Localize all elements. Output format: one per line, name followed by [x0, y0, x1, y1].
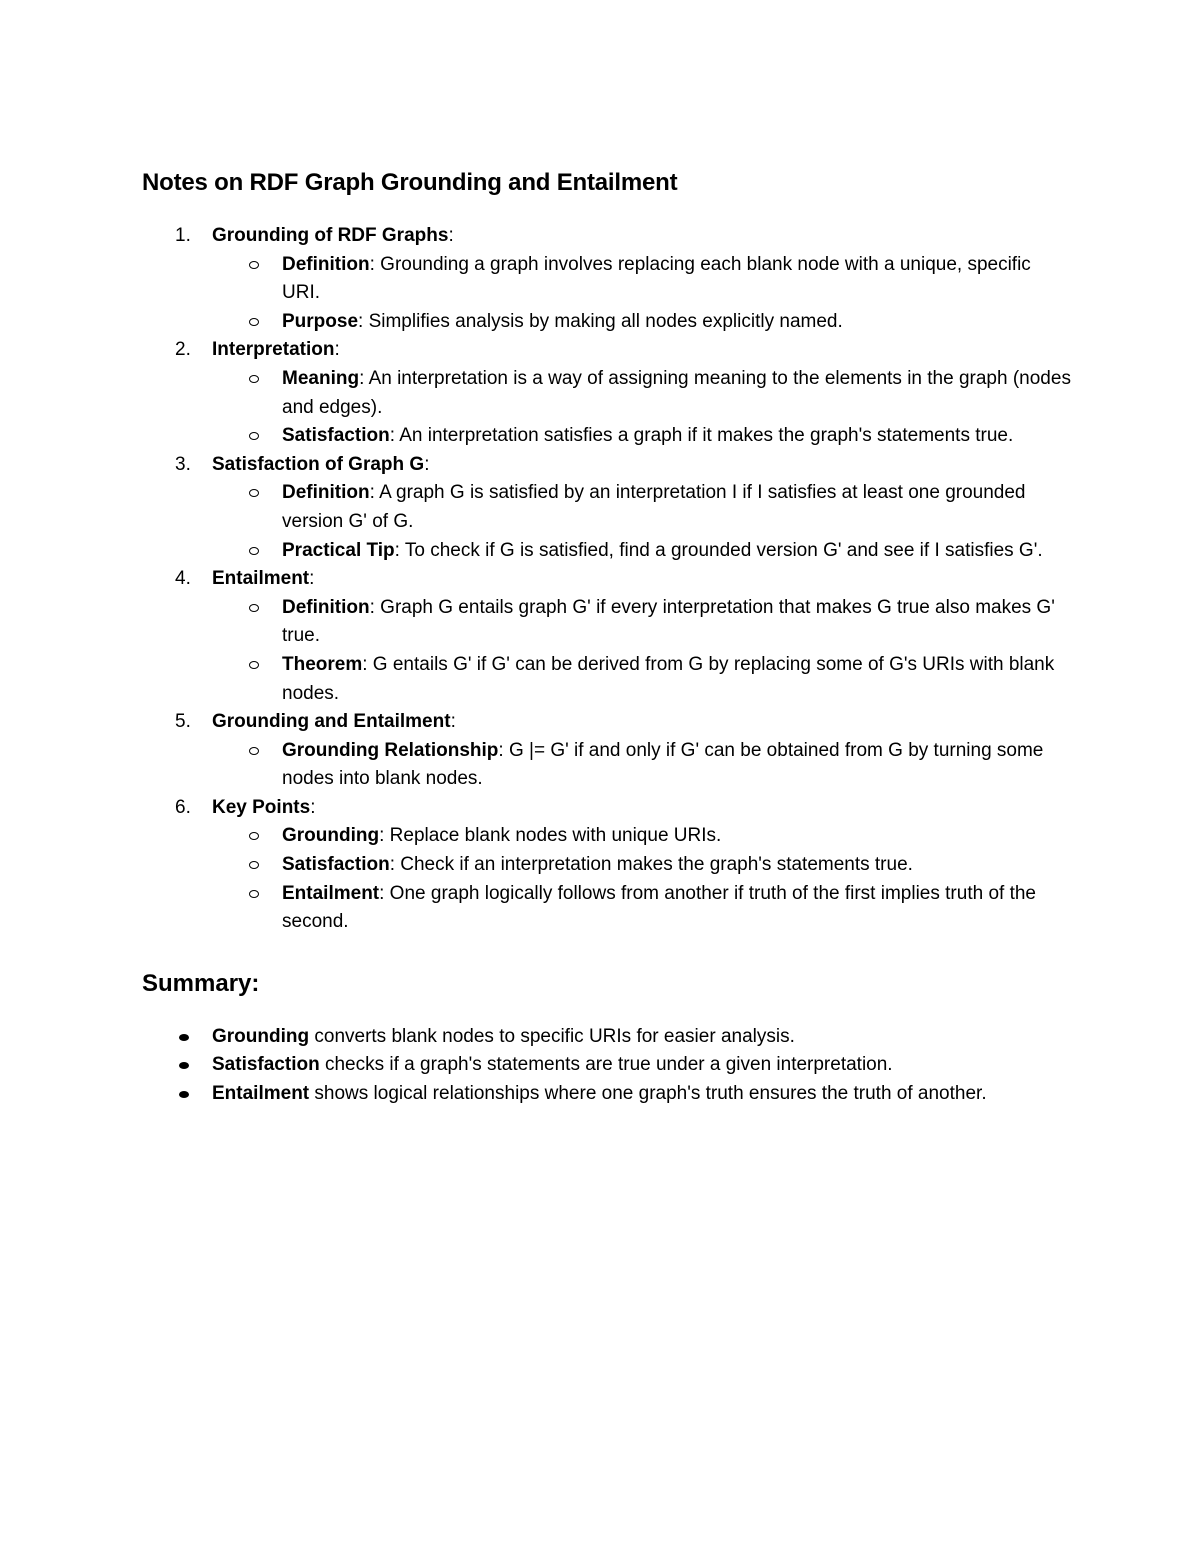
- point-text: : A graph G is satisfied by an interpretation I if I satisfies at least one grounded version G' of G.: [282, 482, 1026, 532]
- summary-item: [142, 1023, 1072, 1052]
- point-term: Grounding: [282, 825, 380, 847]
- point-term: Satisfaction: [282, 425, 390, 447]
- point-text: : Simplifies analysis by making all nodes explicitly named.: [358, 310, 843, 332]
- summary-term: Entailment: [212, 1083, 310, 1105]
- section-points: [212, 822, 1072, 936]
- point-term: Purpose: [282, 310, 359, 332]
- heading-colon: :: [424, 453, 430, 475]
- hollow-circle-bullet-icon: [249, 661, 259, 669]
- point-item: [212, 537, 1072, 566]
- point-term: Definition: [282, 253, 370, 275]
- section-item: [142, 451, 1072, 565]
- point-text: : Replace blank nodes with unique URIs.: [379, 825, 722, 847]
- hollow-circle-bullet-icon: [249, 604, 259, 612]
- point-text: : An interpretation is a way of assigning meaning to the elements in the graph (nodes and edges).: [282, 367, 1071, 418]
- summary-text: shows logical relationships where one graph's truth ensures the truth of another.: [309, 1083, 987, 1105]
- heading-colon: :: [310, 796, 316, 818]
- point-term: Definition: [282, 596, 370, 618]
- section-points: [212, 594, 1072, 708]
- document-page: [142, 166, 1072, 1109]
- summary-list: [142, 1023, 1072, 1109]
- section-number: 6.: [175, 796, 191, 818]
- section-number: 1.: [175, 225, 191, 246]
- point-item: [212, 479, 1072, 536]
- section-heading: Entailment: [212, 568, 310, 590]
- summary-term: Satisfaction: [212, 1054, 320, 1076]
- point-text: : To check if G is satisfied, find a grounded version G' and see if I satisfies G'.: [394, 539, 1043, 561]
- hollow-circle-bullet-icon: [249, 318, 259, 326]
- section-number: 2.: [175, 339, 191, 361]
- point-item: [212, 422, 1072, 451]
- filled-disc-bullet-icon: [179, 1091, 189, 1098]
- point-text: : Grounding a graph involves replacing each blank node with a unique, specific URI.: [282, 253, 1031, 304]
- section-heading: Key Points: [212, 796, 311, 818]
- heading-colon: :: [450, 711, 456, 733]
- hollow-circle-bullet-icon: [249, 375, 259, 383]
- section-item: [142, 222, 1072, 336]
- point-item: [212, 594, 1072, 651]
- summary-text: converts blank nodes to specific URIs for easier analysis.: [309, 1025, 795, 1047]
- summary-item: [142, 1080, 1072, 1109]
- section-number: 3.: [175, 453, 191, 475]
- section-item: [142, 336, 1072, 450]
- hollow-circle-bullet-icon: [249, 832, 259, 840]
- point-item: [212, 737, 1072, 794]
- point-term: Satisfaction: [282, 854, 390, 876]
- section-heading: Grounding of RDF Graphs: [212, 225, 449, 246]
- notes-list: [142, 222, 1072, 937]
- point-term: Practical Tip: [282, 539, 395, 561]
- point-item: [212, 308, 1072, 337]
- section-item: [142, 708, 1072, 794]
- point-term: Theorem: [282, 653, 363, 675]
- section-points: [212, 737, 1072, 794]
- filled-disc-bullet-icon: [179, 1034, 189, 1041]
- point-text: : G |= G' if and only if G' can be obtained from G by turning some nodes into blank nodes.: [282, 739, 1044, 790]
- hollow-circle-bullet-icon: [249, 489, 259, 497]
- summary-item: [142, 1051, 1072, 1080]
- heading-colon: :: [334, 339, 340, 361]
- point-item: [212, 880, 1072, 937]
- summary-heading: Summary:: [142, 969, 260, 997]
- point-term: Meaning: [282, 367, 360, 389]
- heading-colon: :: [448, 225, 454, 246]
- point-text: : An interpretation satisfies a graph if it makes the graph's statements true.: [389, 425, 1014, 447]
- point-item: [212, 651, 1072, 708]
- point-text: : Graph G entails graph G' if every interpretation that makes G true also makes G' true.: [282, 596, 1055, 647]
- point-text: : Check if an interpretation makes the graph's statements true.: [389, 854, 913, 876]
- section-number: 5.: [175, 711, 191, 733]
- filled-disc-bullet-icon: [179, 1062, 189, 1069]
- section-points: [212, 251, 1072, 337]
- point-item: [212, 851, 1072, 880]
- section-item: [142, 565, 1072, 708]
- point-item: [212, 822, 1072, 851]
- section-number: 4.: [175, 568, 191, 590]
- point-term: Definition: [282, 482, 370, 504]
- hollow-circle-bullet-icon: [249, 890, 259, 898]
- heading-colon: :: [309, 568, 315, 590]
- section-item: [142, 794, 1072, 937]
- point-term: Grounding Relationship: [282, 739, 499, 761]
- section-heading: Interpretation: [212, 339, 335, 361]
- point-text: : One graph logically follows from another if truth of the first implies truth of the second.: [282, 882, 1036, 933]
- hollow-circle-bullet-icon: [249, 547, 259, 555]
- point-item: [212, 251, 1072, 308]
- section-points: [212, 479, 1072, 565]
- document-title: Notes on RDF Graph Grounding and Entailment: [142, 169, 678, 196]
- section-heading: Satisfaction of Graph G: [212, 453, 425, 475]
- summary-term: Grounding: [212, 1025, 310, 1047]
- point-term: Entailment: [282, 882, 380, 904]
- section-heading: Grounding and Entailment: [212, 711, 451, 733]
- hollow-circle-bullet-icon: [249, 432, 259, 440]
- hollow-circle-bullet-icon: [249, 261, 259, 269]
- summary-text: checks if a graph's statements are true under a given interpretation.: [319, 1054, 893, 1076]
- hollow-circle-bullet-icon: [249, 861, 259, 869]
- section-points: [212, 365, 1072, 451]
- point-text: : G entails G' if G' can be derived from G by replacing some of G's URIs with blank nodes.: [282, 653, 1055, 704]
- point-item: [212, 365, 1072, 422]
- hollow-circle-bullet-icon: [249, 747, 259, 755]
